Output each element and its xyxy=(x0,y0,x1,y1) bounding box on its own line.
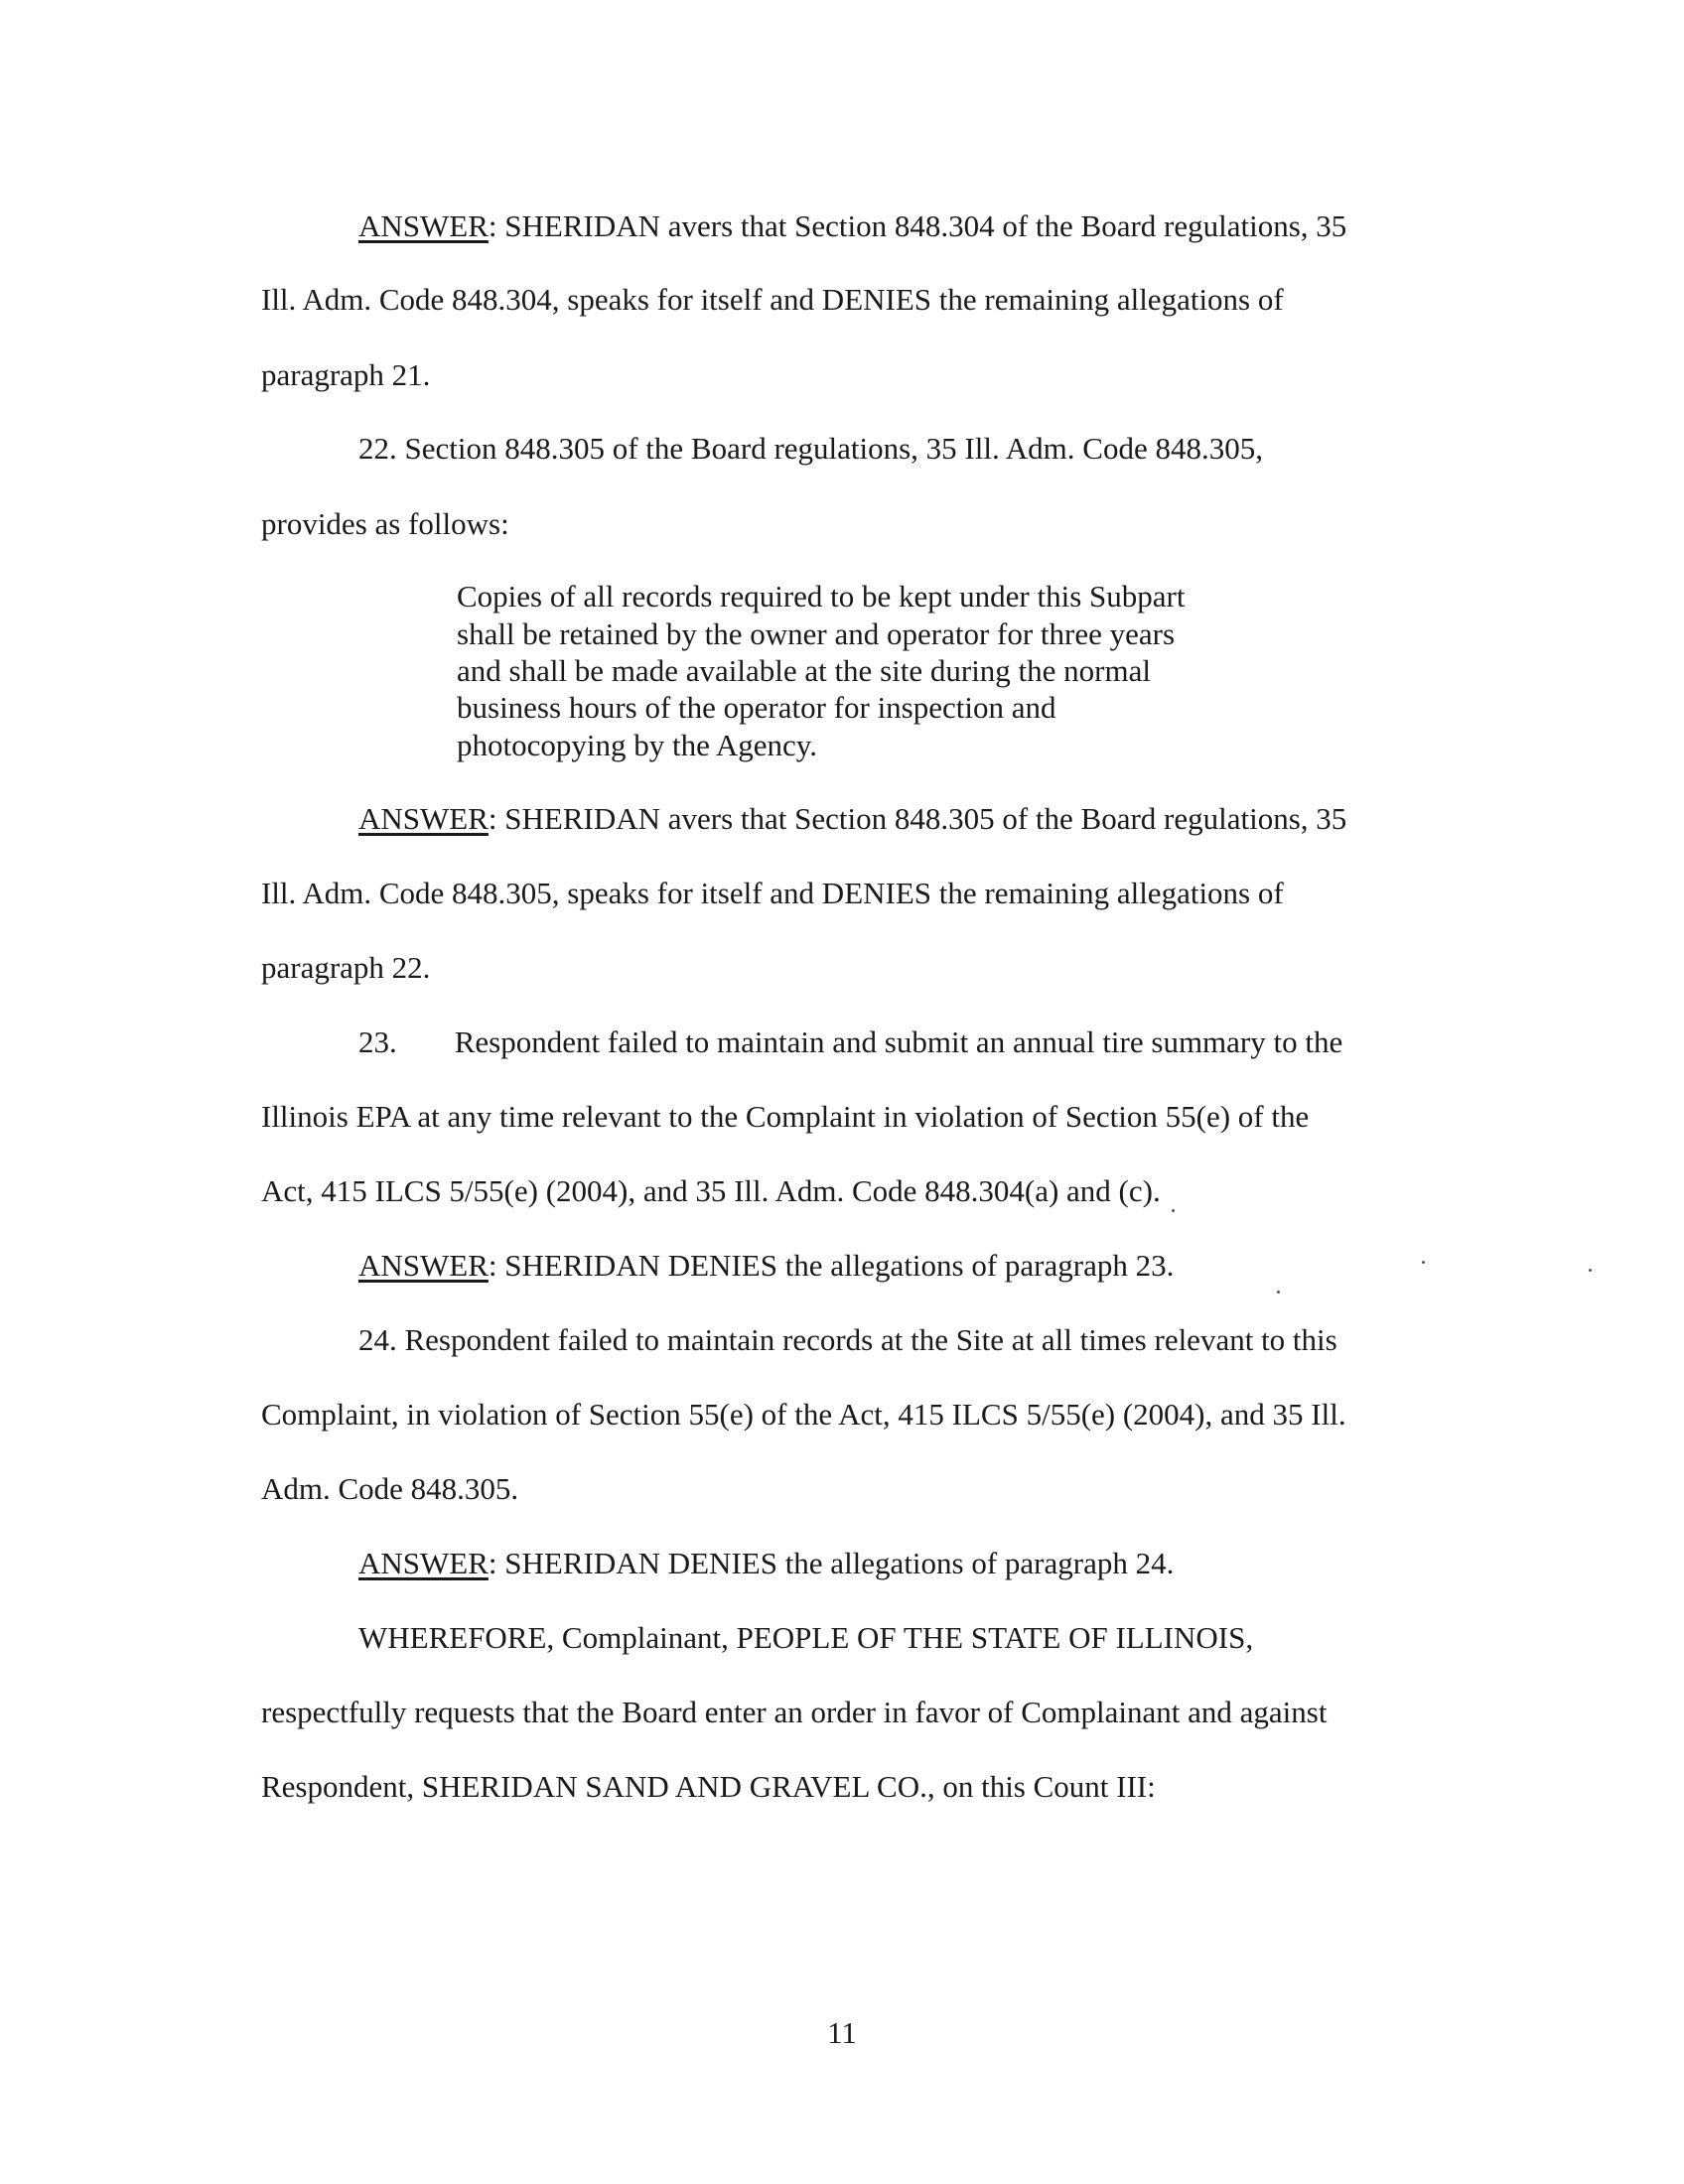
answer-label: ANSWER xyxy=(358,208,489,243)
paragraph-22-line-1: 22. Section 848.305 of the Board regulations, 35 Ill. Adm. Code 848.305, xyxy=(358,431,1263,466)
paragraph-22-line-2: provides as follows: xyxy=(261,506,509,541)
block-quote-line-5: photocopying by the Agency. xyxy=(457,728,818,762)
wherefore-line-1: WHEREFORE, Complainant, PEOPLE OF THE STATE OF ILLINOIS, xyxy=(358,1620,1254,1655)
paragraph-24-line-3: Adm. Code 848.305. xyxy=(261,1471,519,1506)
answer-22-line-1: ANSWER: SHERIDAN avers that Section 848.305 of the Board regulations, 35 xyxy=(358,801,1347,836)
block-quote-line-1: Copies of all records required to be kept under this Subpart xyxy=(457,579,1186,614)
paragraph-number: 23. xyxy=(358,1024,397,1059)
answer-label: ANSWER xyxy=(358,1248,489,1283)
block-quote-line-4: business hours of the operator for inspection and xyxy=(457,690,1056,725)
block-quote-line-3: and shall be made available at the site during the normal xyxy=(457,653,1151,688)
answer-21-line-3: paragraph 21. xyxy=(261,357,431,392)
scan-speck xyxy=(1589,1269,1592,1272)
scan-speck xyxy=(1172,1209,1175,1212)
answer-22-line-2: Ill. Adm. Code 848.305, speaks for itself and DENIES the remaining allegations of xyxy=(261,876,1284,910)
block-quote-line-2: shall be retained by the owner and operator for three years xyxy=(457,616,1176,651)
answer-24: ANSWER: SHERIDAN DENIES the allegations of paragraph 24. xyxy=(358,1546,1175,1580)
wherefore-line-3: Respondent, SHERIDAN SAND AND GRAVEL CO., on this Count III: xyxy=(261,1769,1156,1804)
answer-label: ANSWER xyxy=(358,801,489,836)
answer-22-line-3: paragraph 22. xyxy=(261,950,431,985)
answer-label: ANSWER xyxy=(358,1546,489,1580)
page-number: 11 xyxy=(827,2015,857,2050)
paragraph-24-line-2: Complaint, in violation of Section 55(e) of the Act, 415 ILCS 5/55(e) (2004), and 35 Ill. xyxy=(261,1397,1346,1432)
paragraph-23-line-2: Illinois EPA at any time relevant to the Complaint in violation of Section 55(e) of the xyxy=(261,1099,1310,1134)
answer-23: ANSWER: SHERIDAN DENIES the allegations of paragraph 23. xyxy=(358,1248,1175,1283)
wherefore-line-2: respectfully requests that the Board enter an order in favor of Complainant and against xyxy=(261,1695,1328,1729)
answer-21-line-1: ANSWER: SHERIDAN avers that Section 848.304 of the Board regulations, 35 xyxy=(358,208,1347,243)
paragraph-24-line-1: 24. Respondent failed to maintain records at the Site at all times relevant to this xyxy=(358,1322,1337,1357)
scan-speck xyxy=(1422,1261,1425,1264)
scan-speck xyxy=(1277,1291,1280,1294)
paragraph-23-line-1: 23. Respondent failed to maintain and submit an annual tire summary to the xyxy=(358,1024,1343,1059)
paragraph-23-line-3: Act, 415 ILCS 5/55(e) (2004), and 35 Ill. Adm. Code 848.304(a) and (c). xyxy=(261,1173,1161,1208)
answer-21-line-2: Ill. Adm. Code 848.304, speaks for itself and DENIES the remaining allegations of xyxy=(261,282,1284,317)
